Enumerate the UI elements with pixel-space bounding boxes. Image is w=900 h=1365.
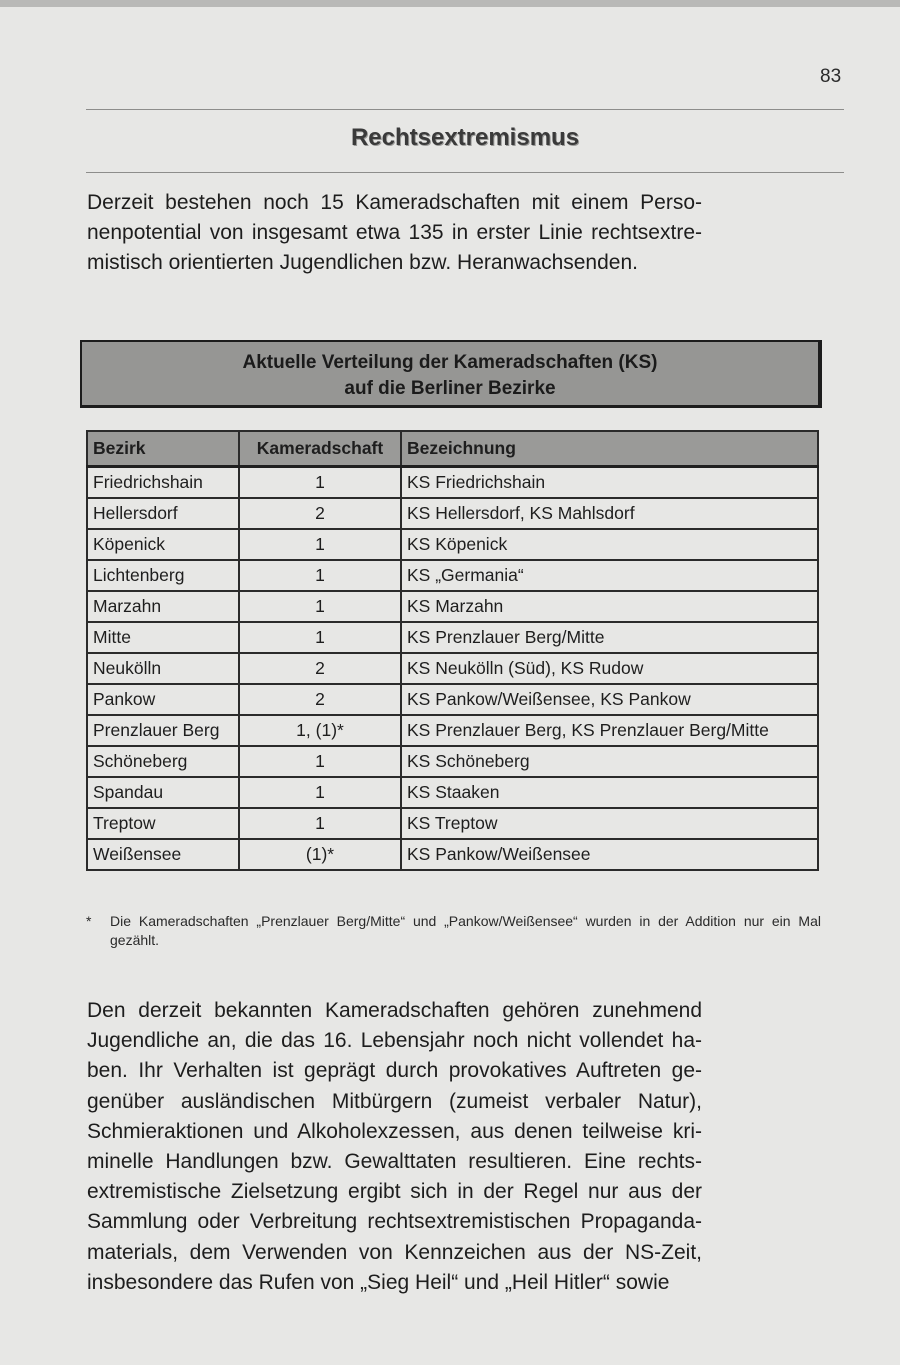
cell-bezirk: Mitte: [87, 622, 239, 653]
cell-bezeichnung: KS Schöneberg: [401, 746, 818, 777]
cell-kameradschaft: 1: [239, 529, 401, 560]
cell-bezeichnung: KS Köpenick: [401, 529, 818, 560]
cell-bezeichnung: KS Neukölln (Süd), KS Rudow: [401, 653, 818, 684]
cell-bezirk: Weißensee: [87, 839, 239, 870]
header-kameradschaft: Kameradschaft: [239, 431, 401, 467]
cell-kameradschaft: 2: [239, 498, 401, 529]
footnote: [86, 912, 821, 950]
cell-kameradschaft: (1)*: [239, 839, 401, 870]
scan-top-edge: [0, 0, 900, 7]
cell-kameradschaft: 1: [239, 746, 401, 777]
cell-bezeichnung: KS Pankow/Weißensee: [401, 839, 818, 870]
table-row: [87, 653, 818, 684]
footnote-text: Die Kameradschaften „Prenzlauer Berg/Mitte“ und „Pankow/Weißensee“ wurden in der Addition nur ein Mal gezählt.: [110, 913, 821, 948]
table-row: [87, 529, 818, 560]
cell-bezeichnung: KS Prenzlauer Berg/Mitte: [401, 622, 818, 653]
header-rule-bottom: [86, 172, 844, 173]
cell-kameradschaft: 1: [239, 808, 401, 839]
cell-bezeichnung: KS Hellersdorf, KS Mahlsdorf: [401, 498, 818, 529]
intro-paragraph: Derzeit bestehen noch 15 Kameradschaften mit einem Perso-nenpotential von insgesamt etwa 135 in erster Linie rechtsextre-mistisch orientierten Jugendlichen bzw. Heranwachsenden.: [87, 191, 702, 275]
table-row: [87, 746, 818, 777]
cell-bezirk: Hellersdorf: [87, 498, 239, 529]
table-row: [87, 684, 818, 715]
cell-bezeichnung: KS Pankow/Weißensee, KS Pankow: [401, 684, 818, 715]
footnote-marker: *: [86, 913, 92, 929]
cell-bezeichnung: KS Treptow: [401, 808, 818, 839]
table-title-box: [80, 340, 822, 408]
table-header-row: [87, 431, 818, 467]
running-head: Rechtsextremismus: [350, 124, 580, 151]
cell-bezeichnung: KS „Germania“: [401, 560, 818, 591]
cell-bezirk: Neukölln: [87, 653, 239, 684]
cell-kameradschaft: 1: [239, 467, 401, 499]
cell-kameradschaft: 1: [239, 622, 401, 653]
cell-bezirk: Marzahn: [87, 591, 239, 622]
table-row: [87, 498, 818, 529]
table-row: [87, 777, 818, 808]
cell-bezeichnung: KS Marzahn: [401, 591, 818, 622]
header-rule-top: [86, 109, 844, 110]
cell-bezirk: Lichtenberg: [87, 560, 239, 591]
header-bezirk: Bezirk: [87, 431, 239, 467]
table-row: [87, 467, 818, 499]
table-row: [87, 560, 818, 591]
cell-bezirk: Schöneberg: [87, 746, 239, 777]
body-paragraph: Den derzeit bekannten Kameradschaften gehören zunehmend Jugendliche an, die das 16. Lebensjahr noch nicht vollendet ha-ben. Ihr Verhalten ist geprägt durch provokatives Auftreten ge-genüber ausländischen Mitbürgern (zumeist verbaler Natur), Schmieraktionen und Alkoholexzessen, aus denen teilweise kri-minelle Handlungen bzw. Gewalttaten resultieren. Eine rechts-extremistische Zielsetzung ergibt sich in der Regel nur aus der Sammlung oder Verbreitung rechtsextremistischen Propaganda-materials, dem Verwenden von Kennzeichen aus der NS-Zeit, insbesondere das Rufen von „Sieg Heil“ und „Heil Hitler“ sowie: [87, 999, 702, 1294]
table-row: [87, 839, 818, 870]
kameradschaften-table: [86, 430, 819, 871]
cell-bezirk: Pankow: [87, 684, 239, 715]
table-row: [87, 591, 818, 622]
table-row: [87, 808, 818, 839]
table-title-line-2: auf die Berliner Bezirke: [344, 378, 556, 399]
cell-bezirk: Friedrichshain: [87, 467, 239, 499]
cell-bezirk: Spandau: [87, 777, 239, 808]
cell-bezirk: Treptow: [87, 808, 239, 839]
cell-kameradschaft: 1: [239, 777, 401, 808]
cell-kameradschaft: 1, (1)*: [239, 715, 401, 746]
cell-kameradschaft: 1: [239, 560, 401, 591]
cell-bezirk: Prenzlauer Berg: [87, 715, 239, 746]
cell-bezirk: Köpenick: [87, 529, 239, 560]
table-row: [87, 622, 818, 653]
table-row: [87, 715, 818, 746]
header-bezeichnung: Bezeichnung: [401, 431, 818, 467]
cell-kameradschaft: 2: [239, 653, 401, 684]
cell-kameradschaft: 2: [239, 684, 401, 715]
cell-bezeichnung: KS Friedrichshain: [401, 467, 818, 499]
cell-bezeichnung: KS Staaken: [401, 777, 818, 808]
cell-kameradschaft: 1: [239, 591, 401, 622]
cell-bezeichnung: KS Prenzlauer Berg, KS Prenzlauer Berg/Mitte: [401, 715, 818, 746]
table-title-line-1: Aktuelle Verteilung der Kameradschaften (KS): [242, 352, 658, 373]
page-number: 83: [820, 66, 842, 87]
